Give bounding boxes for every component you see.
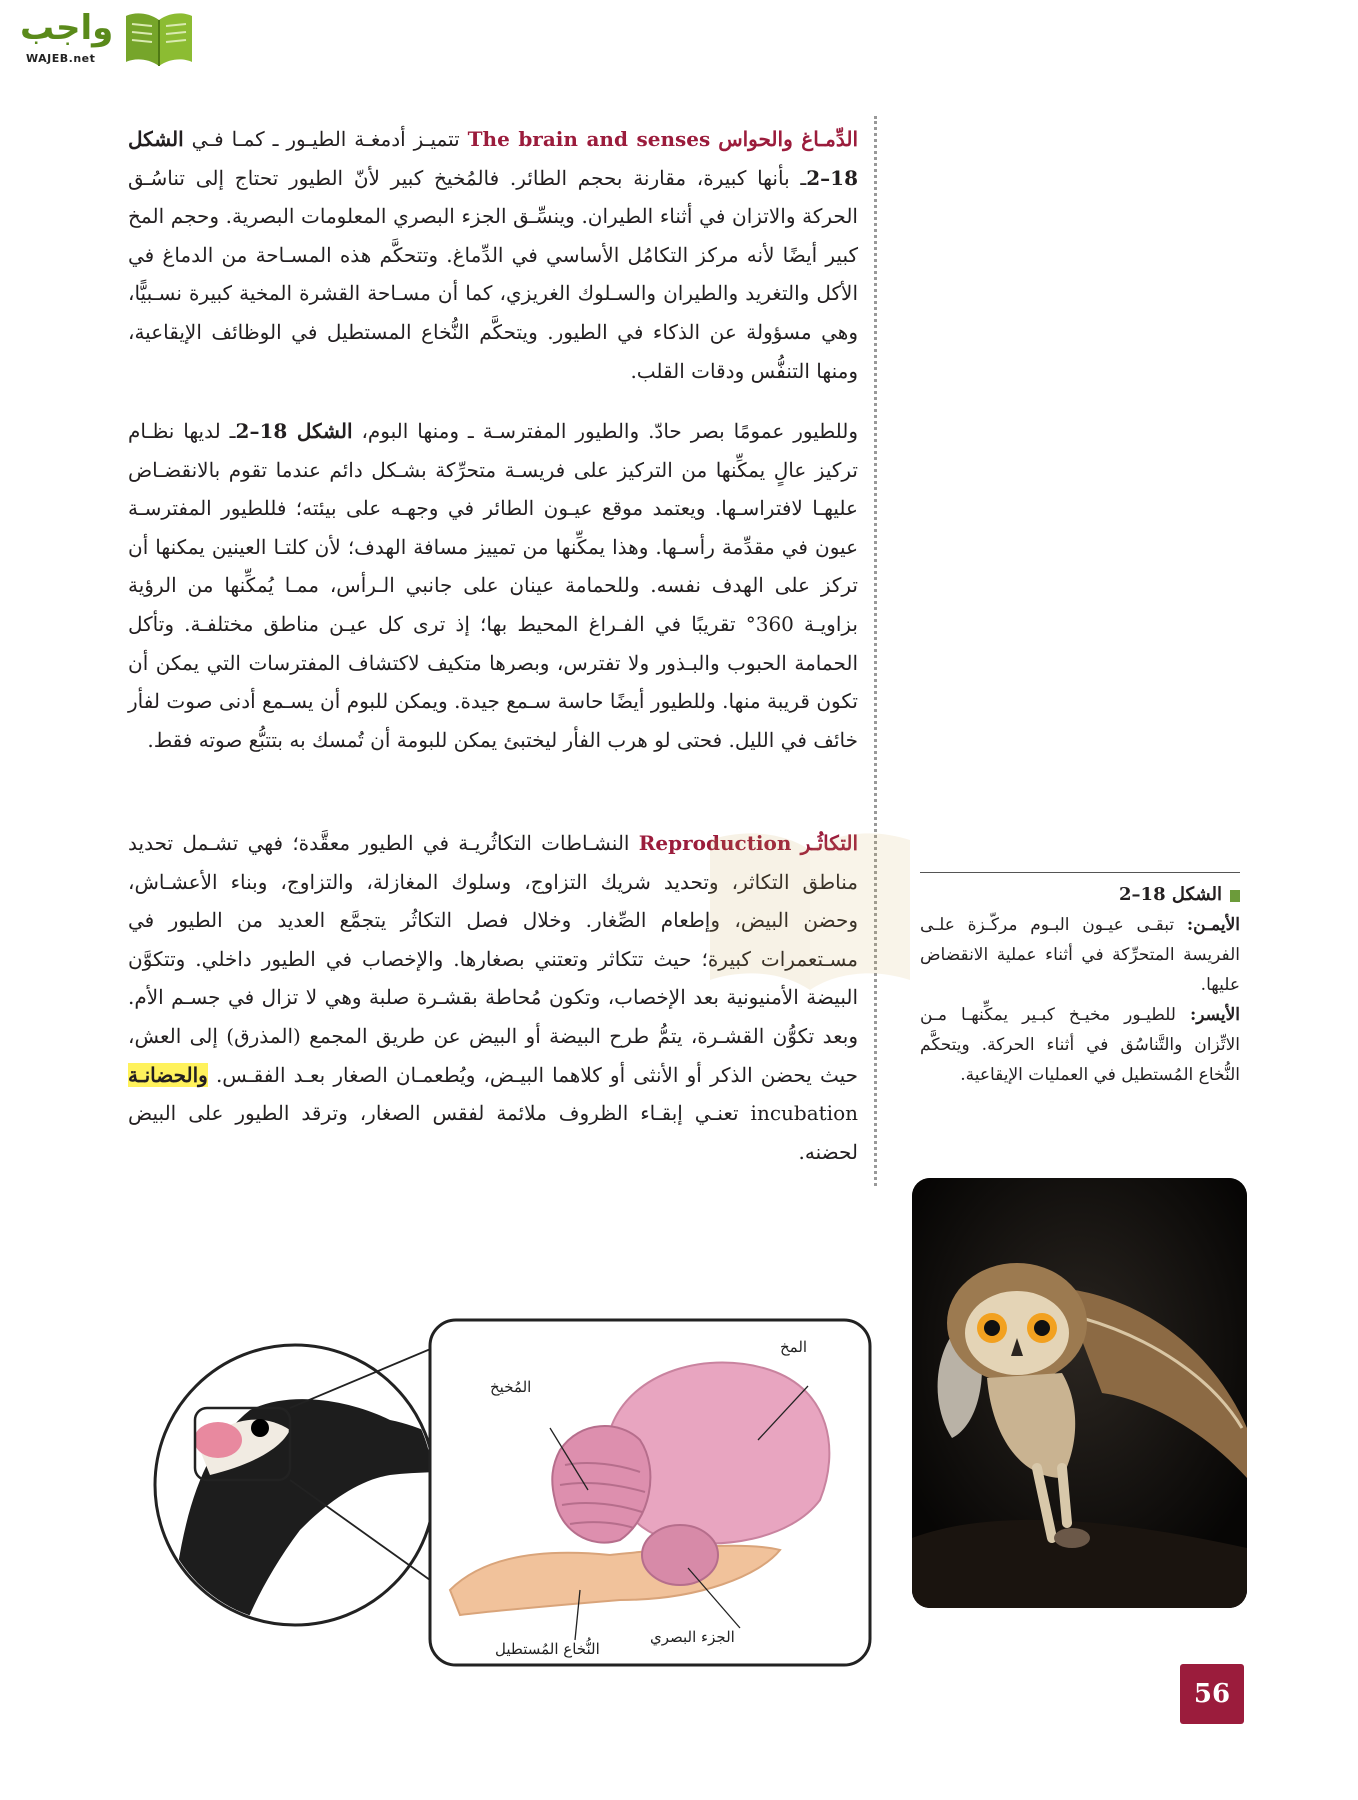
site-logo[interactable]: [12, 6, 192, 72]
figure-caption: [920, 880, 1240, 1090]
paragraph-reproduction: [128, 824, 858, 1171]
term-incubation-en: incubation: [750, 1101, 858, 1126]
label-cerebrum: المخ: [780, 1338, 808, 1356]
caption-square-icon: [1230, 890, 1240, 902]
label-medulla: النُّخاع المُستطيل: [495, 1640, 600, 1658]
brain-diagram-graphic: [140, 1300, 880, 1680]
vision-text-a: وللطيور عمومًا بصر حادّ. والطيور المفترسـة ـ ومنها البوم،: [361, 419, 858, 443]
brain-diagram: [140, 1300, 880, 1680]
caption-title: الشكل 18–2: [1119, 884, 1222, 905]
book-icon: [124, 10, 194, 68]
repro-text-a: النشـاطات التكاثُريـة في الطيور معقَّدة؛ فهي تشـمل تحديد مناطق التكاثر، وتحديد شريك التزاوج، وسلوك المغازلة، والتزاوج، وبناء الأعشـاش، وحضن البيض، وإطعام الصِّغار. وخلال فصل التكاثُر يتجمَّع العديد من الطيور في مسـتعمرات كبيرة؛ حيث تتكاثر وتعتني بصغارها. والإخصاب في الطيور داخلي. وتتكوَّن البيضة الأمنيونية بعد الإخصاب، وتكون مُحاطة بقشـرة صلبة وهي لا تزال في جسـم الأم. وبعد تكوُّن القشـرة، يتمُّ طرح البيضة أو البيض عن طريق المجمع (المذرق) إلى العش، حيث يحضن الذكر أو الأنثى أو كلاهما البيـض، ويُطعمـان الصغار بعـد الفقـس.: [128, 831, 858, 1087]
repro-text-b: تعنـي إبقـاء الظروف ملائمة لفقس الصغار، وترقد الطيور على البيض لحضنه.: [128, 1101, 858, 1164]
label-cerebellum: المُخيخ: [490, 1378, 532, 1396]
column-divider: [874, 116, 877, 1186]
logo-site-name: WAJEB: [26, 52, 69, 65]
logo-tld: .net: [68, 52, 96, 65]
caption-right-label: الأيمـن:: [1186, 915, 1240, 935]
page-number: 56: [1180, 1664, 1244, 1724]
label-optic-lobe: الجزء البصري: [650, 1628, 735, 1646]
term-reproduction-en: Reproduction: [638, 831, 792, 855]
paragraph-vision: [128, 412, 858, 759]
vision-text-b: ـ لديها نظـام تركيز عالٍ يمكِّنها من التركيز على فريسـة متحرِّكة بشـكل دائم عندما تقوم بالانقضـاض عليهـا لافتراسـها. ويعتمد موقع عيـون الطائر في وجهـه على بيئته؛ فللطيور المفترسـة عيون في مقدِّمة رأسـها. وهذا يمكِّنها من تمييز مسافة الهدف؛ لأن كلتـا العينين يمكنها أن تركز على الهدف نفسه. وللحمامة عينان على جانبي الـرأس، ممـا يُمكِّنها من الرؤية بزاويـة 360° تقريبًا في الفـراغ المحيط بها؛ إذ ترى كل عيـن مناطق مختلفـة. وتأكل الحمامة الحبوب والبـذور ولا تفترس، وبصرها متكيف لاكتشاف المفترسات التي يمكن أن تكون قريبة منها. وللطيور أيضًا حاسة سـمع جيدة. ويمكن للبوم أن يسـمع أدنى صوت لفأر خائف في الليل. فحتى لو هرب الفأر ليختبئ يمكن للبومة أن تُمسك به بتتبُّع صوته فقط.: [128, 419, 858, 752]
brain-text-b: ـ بأنها كبيرة، مقارنة بحجم الطائر. فالمُخيخ كبير لأنّ الطيور تحتاج إلى تناسُـق الحركة والاتزان في أثناء الطيران. وينسِّـق الجزء البصري المعلومات البصرية. وحجم المخ كبير أيضًا لأنه مركز التكامُل الأساسي في الدِّماغ. وتتحكَّم هذه المسـاحة من الدماغ في الأكل والتغريد والطيران والسـلوك الغريزي، كما أن مسـاحة القشرة المخية كبيرة نسـبيًّا، وهي مسؤولة عن الذكاء في الطيور. ويتحكَّم النُّخاع المستطيل في الوظائف الإيقاعية، ومنها التنفُّس ودقات القلب.: [128, 165, 858, 383]
caption-right-text: تبقـى عيـون البـوم مركّـزة علـى الفريسة المتحرِّكة في أثناء عملية الانقضاض عليها.: [920, 915, 1240, 995]
term-reproduction-ar: التكاثُـر: [800, 831, 859, 855]
owl-photo: [912, 1178, 1247, 1608]
caption-left-label: الأيسر:: [1190, 1005, 1241, 1025]
brain-text-a: تتميـز أدمغـة الطيـور ـ كمـا فـي: [191, 127, 460, 151]
owl-illustration: [912, 1178, 1247, 1608]
logo-word: واجب: [20, 8, 114, 48]
figure-reference: الشكل 18–2: [235, 419, 353, 443]
caption-left-text: للطيـور مخيـخ كبـير يمكِّنهـا مـن الاتِّزان والتَّناسُق في أثناء الحركة. ويتحكَّم النُّخاع المُستطيل في العمليات الإيقاعية.: [920, 1005, 1240, 1085]
term-brain-senses-en: The brain and senses: [467, 127, 711, 151]
paragraph-brain-senses: [128, 120, 858, 390]
logo-site: [26, 48, 95, 66]
caption-rule: [920, 872, 1240, 873]
figure-reference: الشكل 18–2: [128, 127, 858, 190]
term-brain-senses-ar: الدِّمـاغ والحواس: [718, 127, 859, 151]
highlighted-term-incubation: والحضانـة: [128, 1062, 208, 1087]
